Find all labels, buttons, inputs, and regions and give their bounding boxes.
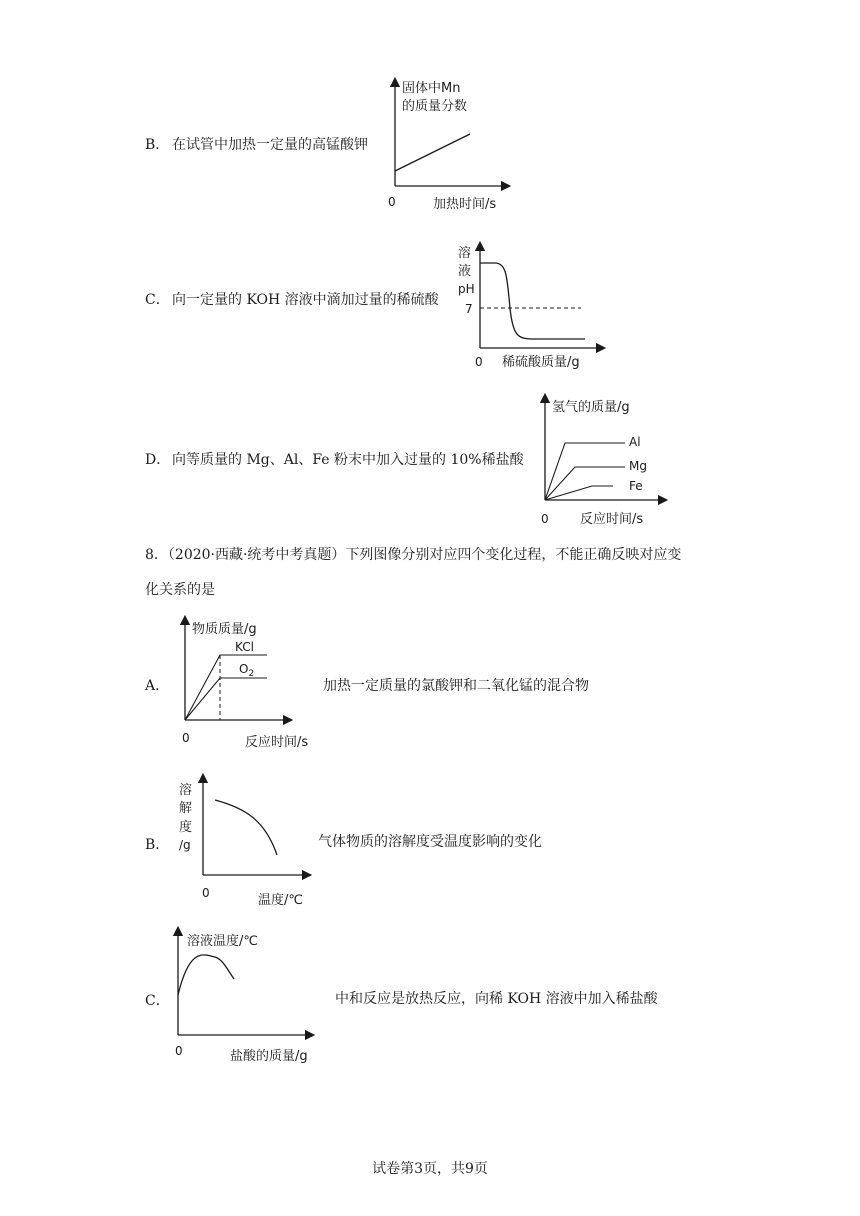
graph-7c <box>455 238 615 373</box>
option-letter: B． <box>145 137 170 153</box>
x-axis-label: 盐酸的质量/g <box>230 1049 308 1064</box>
y-axis-label: 度 <box>179 820 193 835</box>
series-label-mg: Mg <box>629 459 647 473</box>
option-text: 加热一定质量的氯酸钾和二氧化锰的混合物 <box>323 678 589 694</box>
option-letter: C． <box>145 292 170 308</box>
y-axis-label: 溶 <box>179 783 193 798</box>
option-text: 气体物质的溶解度受温度影响的变化 <box>318 834 542 850</box>
page-footer: 试卷第3页，共9页 <box>372 1161 488 1177</box>
x-axis-label: 加热时间/s <box>433 197 497 212</box>
graph-8c <box>160 925 330 1070</box>
option-letter: C． <box>145 993 170 1009</box>
graph-7b <box>360 70 520 215</box>
y-axis-label: 液 <box>458 264 472 279</box>
origin-label: 0 <box>182 731 190 745</box>
series-o2 <box>185 678 267 720</box>
y-axis-label: 物质质量/g <box>192 622 257 637</box>
option-letter: B． <box>145 837 170 853</box>
y-axis-label: 溶 <box>458 246 472 261</box>
tick-label: 7 <box>465 302 473 316</box>
series-kcl <box>185 655 267 720</box>
series-label-al: Al <box>629 435 641 449</box>
data-line <box>395 134 470 171</box>
series-label-fe: Fe <box>629 479 643 493</box>
y-axis-label: 固体中Mn <box>402 81 461 96</box>
y-axis-label: /g <box>179 838 191 852</box>
y-axis-label: 溶液温度/℃ <box>187 934 258 949</box>
origin-label: 0 <box>175 1044 183 1058</box>
option-text: 向一定量的 KOH 溶液中滴加过量的稀硫酸 <box>172 292 439 308</box>
y-axis-label: 氢气的质量/g <box>552 400 630 415</box>
question-text: 化关系的是 <box>145 582 215 598</box>
x-axis-label: 反应时间/s <box>245 735 309 750</box>
x-axis-label: 温度/℃ <box>258 893 303 908</box>
origin-label: 0 <box>541 512 549 526</box>
option-letter: A． <box>145 678 170 694</box>
series-mg <box>545 467 625 500</box>
question-text: 8．（2020·西藏·统考中考真题）下列图像分别对应四个变化过程，不能正确反映对应变 <box>145 547 682 563</box>
option-text: 中和反应是放热反应，向稀 KOH 溶液中加入稀盐酸 <box>335 991 658 1007</box>
data-curve <box>480 263 585 339</box>
graph-7d <box>525 390 675 535</box>
origin-label: 0 <box>202 886 210 900</box>
origin-label: 0 <box>388 195 396 209</box>
option-letter: D． <box>145 452 171 468</box>
series-label-o2: $O_2$ <box>239 662 255 679</box>
option-text: 在试管中加热一定量的高锰酸钾 <box>172 137 368 153</box>
graph-8a <box>165 615 325 755</box>
series-al <box>545 443 625 500</box>
graph-8b <box>175 770 325 915</box>
x-axis-label: 反应时间/s <box>580 512 644 527</box>
y-axis-label: 的质量分数 <box>402 99 468 114</box>
option-text: 向等质量的 Mg、Al、Fe 粉末中加入过量的 10%稀盐酸 <box>172 452 524 468</box>
x-axis-label: 稀硫酸质量/g <box>502 355 580 370</box>
y-axis-label: pH <box>458 282 475 296</box>
series-label-kcl: KCl <box>235 640 254 654</box>
data-curve <box>178 955 234 995</box>
data-curve <box>215 800 277 855</box>
origin-label: 0 <box>475 355 483 369</box>
y-axis-label: 解 <box>179 801 193 816</box>
